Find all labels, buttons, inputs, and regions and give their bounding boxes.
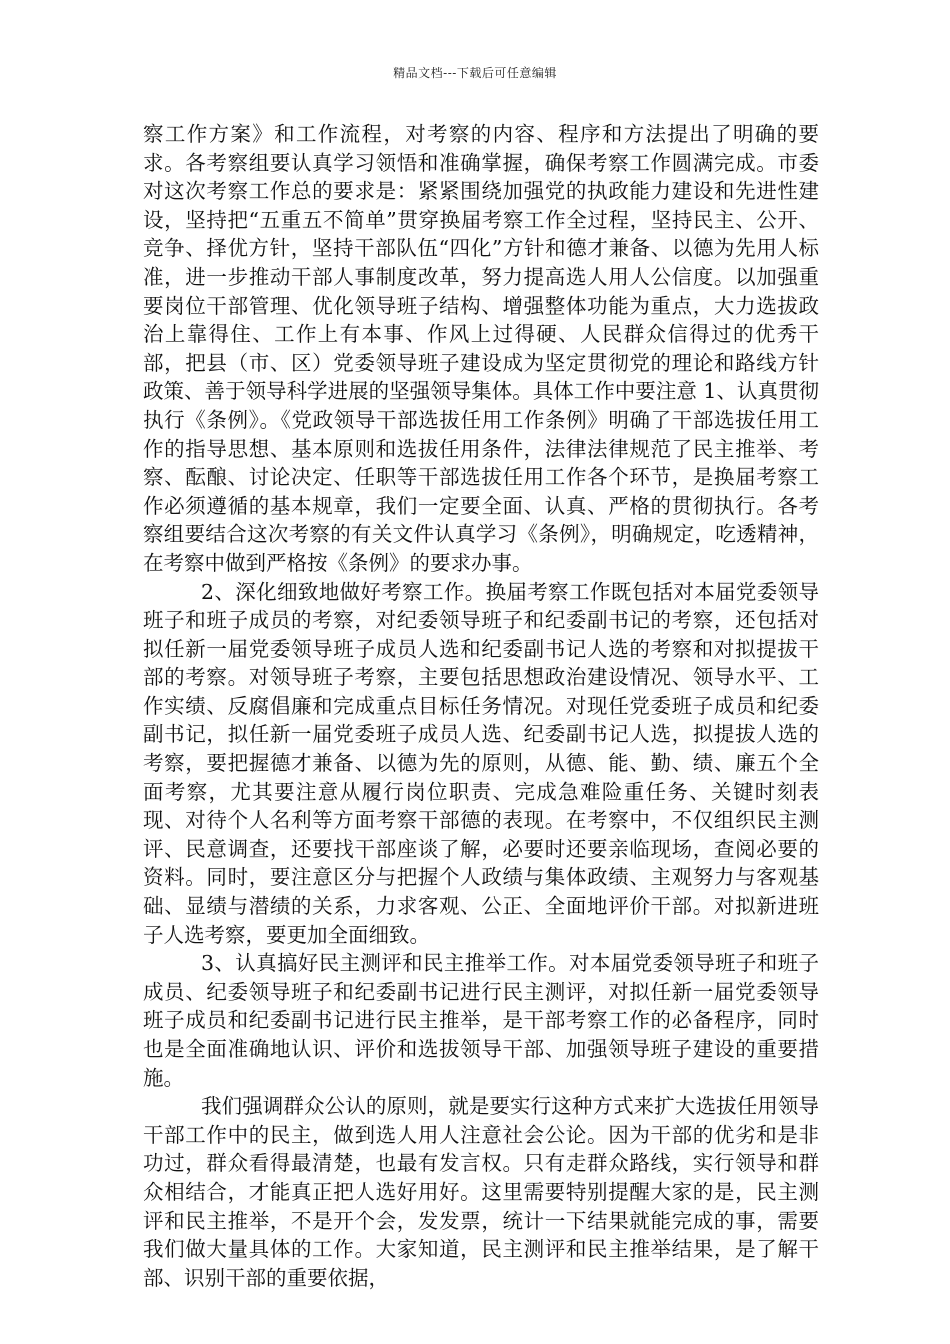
paragraph-2: 2、深化细致地做好考察工作。换届考察工作既包括对本届党委领导班子和班子成员的考察，对纪委领导班子和纪委副书记的考察，还包括对拟任新一届党委领导班子成员人选和纪委副书记人选的考察和对拟提拔干部的考察。对领导班子考察，主要包括思想政治建设情况、领导水平、工作实绩、反腐倡廉和完成重点目标任务情况。对现任党委班子成员和纪委副书记，拟任新一届党委班子成员人选、纪委副书记人选，拟提拔人选的考察，要把握德才兼备、以德为先的原则，从德、能、勤、绩、廉五个全面考察，尤其要注意从履行岗位职责、完成急难险重任务、关键时刻表现、对待个人名利等方面考察干部德的表现。在考察中，不仅组织民主测评、民意调查，还要找干部座谈了解，必要时还要亲临现场，查阅必要的资料。同时，要注意区分与把握个人政绩与集体政绩、主观努力与客观基础、显绩与潜绩的关系，力求客观、公正、全面地评价干部。对拟新进班子人选考察，要更加全面细致。 xyxy=(143,579,819,947)
paragraph-1: 察工作方案》和工作流程，对考察的内容、程序和方法提出了明确的要求。各考察组要认真学习领悟和准确掌握，确保考察工作圆满完成。市委对这次考察工作总的要求是：紧紧围绕加强党的执政能力建设和先进性建设，坚持把“五重五不简单”贯穿换届考察工作全过程，坚持民主、公开、竞争、择优方针，坚持干部队伍“四化”方针和德才兼备、以德为先用人标准，进一步推动干部人事制度改革，努力提高选人用人公信度。以加强重要岗位干部管理、优化领导班子结构、增强整体功能为重点，大力选拔政治上靠得住、工作上有本事、作风上过得硬、人民群众信得过的优秀干部，把县（市、区）党委领导班子建设成为坚定贯彻党的理论和路线方针政策、善于领导科学进展的坚强领导集体。具体工作中要注意 1、认真贯彻执行《条例》。《党政领导干部选拔任用工作条例》明确了干部选拔任用工作的指导思想、基本原则和选拔任用条件，法律法律规范了民主推举、考察、酝酿、讨论决定、任职等干部选拔任用工作各个环节，是换届考察工作必须遵循的基本规章，我们一定要全面、认真、严格的贯彻执行。各考察组要结合这次考察的有关文件认真学习《条例》，明确规定，吃透精神，在考察中做到严格按《条例》的要求办事。 xyxy=(143,122,819,575)
document-body xyxy=(143,120,819,1292)
paragraph-4: 我们强调群众公认的原则，就是要实行这种方式来扩大选拔任用领导干部工作中的民主，做到选人用人注意社会公论。因为干部的优劣和是非功过，群众看得最清楚，也最有发言权。只有走群众路线，实行领导和群众相结合，才能真正把人选好用好。这里需要特别提醒大家的是，民主测评和民主推举，不是开个会，发发票，统计一下结果就能完成的事，需要我们做大量具体的工作。大家知道，民主测评和民主推举结果，是了解干部、识别干部的重要依据， xyxy=(143,1094,819,1290)
paragraph-3: 3、认真搞好民主测评和民主推举工作。对本届党委领导班子和班子成员、纪委领导班子和纪委副书记进行民主测评，对拟任新一届党委领导班子成员和纪委副书记进行民主推举，是干部考察工作的必备程序，同时也是全面准确地认识、评价和选拔领导干部、加强领导班子建设的重要措施。 xyxy=(143,951,819,1090)
page-header: 精品文档---下载后可任意编辑 xyxy=(393,66,557,80)
